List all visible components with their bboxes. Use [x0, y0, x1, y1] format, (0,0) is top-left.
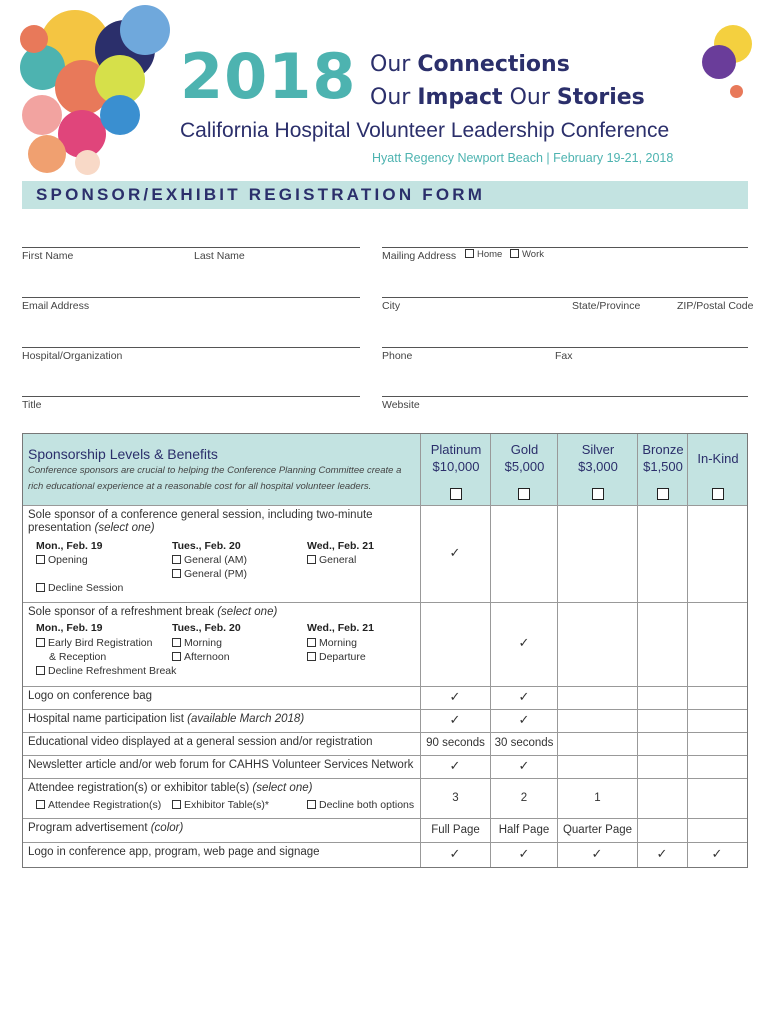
- check-mark-icon: ✓: [449, 712, 461, 727]
- title-line[interactable]: [22, 396, 360, 397]
- checkbox[interactable]: [36, 800, 45, 809]
- first-name-label: First Name: [22, 250, 74, 262]
- checkbox[interactable]: [172, 638, 181, 647]
- website-label: Website: [382, 399, 420, 411]
- level-gold: Gold $5,000: [504, 442, 545, 474]
- general-session-text-2: presentation (select one): [28, 522, 155, 534]
- program-ad-text: Program advertisement (color): [28, 822, 184, 834]
- checkbox[interactable]: [307, 555, 316, 564]
- city-line[interactable]: [382, 297, 748, 298]
- form-title-banner: [22, 181, 748, 209]
- work-option[interactable]: Work: [510, 249, 544, 260]
- email-line[interactable]: [22, 297, 360, 298]
- check-mark-icon: ✓: [449, 846, 461, 861]
- level-inkind: In-Kind: [697, 451, 739, 466]
- ad-gold: Half Page: [498, 824, 550, 836]
- ad-platinum: Full Page: [431, 824, 480, 836]
- bronze-checkbox[interactable]: [657, 488, 669, 500]
- conference-year: 2018: [180, 40, 357, 113]
- ad-silver: Quarter Page: [562, 824, 633, 836]
- name-line[interactable]: [22, 247, 360, 248]
- phone-label: Phone: [382, 350, 413, 362]
- home-checkbox[interactable]: [465, 249, 474, 258]
- refreshment-text: Sole sponsor of a refreshment break (select one): [28, 606, 278, 618]
- gs-general-pm-option[interactable]: General (PM): [172, 568, 247, 580]
- home-option[interactable]: Home: [465, 249, 502, 260]
- checkbox[interactable]: [307, 638, 316, 647]
- work-checkbox[interactable]: [510, 249, 519, 258]
- checkbox[interactable]: [172, 652, 181, 661]
- phone-line[interactable]: [382, 347, 748, 348]
- attendee-silver: 1: [594, 792, 601, 804]
- platinum-checkbox[interactable]: [450, 488, 462, 500]
- zip-label: ZIP/Postal Code: [677, 300, 754, 312]
- checkbox[interactable]: [307, 652, 316, 661]
- rb-reception-text: & Reception: [49, 651, 107, 663]
- checkbox[interactable]: [36, 666, 45, 675]
- city-label: City: [382, 300, 401, 312]
- hospital-list-text: Hospital name participation list (available March 2018): [28, 713, 305, 725]
- table-intro-1: Conference sponsors are crucial to helping the Conference Planning Committee create a: [28, 465, 402, 476]
- last-name-label: Last Name: [194, 250, 245, 262]
- attendee-platinum: 3: [452, 792, 459, 804]
- rb-afternoon-option[interactable]: Afternoon: [172, 651, 230, 663]
- exhibitor-table-option[interactable]: Exhibitor Table(s)*: [172, 799, 269, 811]
- inkind-checkbox[interactable]: [712, 488, 724, 500]
- rb-decline-option[interactable]: Decline Refreshment Break: [36, 665, 176, 677]
- form-title: SPONSOR/EXHIBIT REGISTRATION FORM: [36, 185, 486, 204]
- table-intro-2: rich educational experience at a reasonable cost for all hospital volunteer leaders.: [28, 481, 372, 492]
- checkbox[interactable]: [172, 800, 181, 809]
- checkbox[interactable]: [172, 555, 181, 564]
- rb-morning-wed-option[interactable]: Morning: [307, 637, 357, 649]
- attendee-registration-option[interactable]: Attendee Registration(s): [36, 799, 161, 811]
- tagline-line-1: Our Connections: [370, 52, 570, 77]
- level-bronze: Bronze $1,500: [642, 442, 684, 474]
- logo-app-text: Logo in conference app, program, web page and signage: [28, 846, 320, 858]
- website-line[interactable]: [382, 396, 748, 397]
- newsletter-text: Newsletter article and/or web forum for CAHHS Volunteer Services Network: [28, 759, 414, 771]
- gs-general-option[interactable]: General: [307, 554, 356, 566]
- email-label: Email Address: [22, 300, 90, 312]
- check-mark-icon: ✓: [711, 846, 723, 861]
- mailing-address-label: Mailing Address: [382, 250, 457, 262]
- conference-title: California Hospital Volunteer Leadership Conference: [180, 119, 670, 142]
- general-session-text-1: Sole sponsor of a conference general session, including two-minute: [28, 509, 373, 521]
- decline-both-option[interactable]: Decline both options: [307, 799, 414, 811]
- gs-tue-heading: Tues., Feb. 20: [172, 540, 241, 552]
- fax-label: Fax: [555, 350, 573, 362]
- state-label: State/Province: [572, 300, 641, 312]
- hospital-line[interactable]: [22, 347, 360, 348]
- check-mark-icon: ✓: [518, 689, 530, 704]
- checkbox[interactable]: [36, 583, 45, 592]
- gs-opening-option[interactable]: Opening: [36, 554, 88, 566]
- rb-morning-tue-option[interactable]: Morning: [172, 637, 222, 649]
- check-mark-icon: ✓: [591, 846, 603, 861]
- rb-wed-heading: Wed., Feb. 21: [307, 622, 374, 634]
- check-mark-icon: ✓: [449, 758, 461, 773]
- rb-early-bird-option[interactable]: Early Bird Registration: [36, 637, 152, 649]
- title-label: Title: [22, 399, 42, 411]
- rb-tue-heading: Tues., Feb. 20: [172, 622, 241, 634]
- rb-mon-heading: Mon., Feb. 19: [36, 622, 103, 634]
- rb-departure-option[interactable]: Departure: [307, 651, 366, 663]
- logo-bag-text: Logo on conference bag: [28, 690, 153, 702]
- hospital-label: Hospital/Organization: [22, 350, 123, 362]
- check-mark-icon: ✓: [518, 758, 530, 773]
- table-heading: Sponsorship Levels & Benefits: [28, 446, 218, 462]
- gs-wed-heading: Wed., Feb. 21: [307, 540, 374, 552]
- check-mark-icon: ✓: [656, 846, 668, 861]
- level-silver: Silver $3,000: [578, 442, 618, 474]
- gs-decline-option[interactable]: Decline Session: [36, 582, 123, 594]
- attendee-text: Attendee registration(s) or exhibitor table(s) (select one): [28, 782, 313, 794]
- checkbox[interactable]: [36, 638, 45, 647]
- checkbox[interactable]: [172, 569, 181, 578]
- gs-general-am-option[interactable]: General (AM): [172, 554, 247, 566]
- silver-checkbox[interactable]: [592, 488, 604, 500]
- checkbox[interactable]: [36, 555, 45, 564]
- gold-checkbox[interactable]: [518, 488, 530, 500]
- video-platinum: 90 seconds: [426, 737, 485, 749]
- check-mark-icon: ✓: [518, 846, 530, 861]
- tagline-line-2: Our Impact Our Stories: [370, 85, 645, 110]
- video-text: Educational video displayed at a general session and/or registration: [28, 736, 373, 748]
- check-mark-icon: ✓: [449, 545, 461, 560]
- checkbox[interactable]: [307, 800, 316, 809]
- mailing-address-line[interactable]: [382, 247, 748, 248]
- venue-date: Hyatt Regency Newport Beach | February 19-21, 2018: [372, 151, 674, 165]
- check-mark-icon: ✓: [518, 635, 530, 650]
- attendee-gold: 2: [520, 792, 528, 804]
- gs-mon-heading: Mon., Feb. 19: [36, 540, 103, 552]
- level-platinum: Platinum $10,000: [430, 442, 482, 474]
- video-gold: 30 seconds: [494, 737, 554, 749]
- check-mark-icon: ✓: [449, 689, 461, 704]
- check-mark-icon: ✓: [518, 712, 530, 727]
